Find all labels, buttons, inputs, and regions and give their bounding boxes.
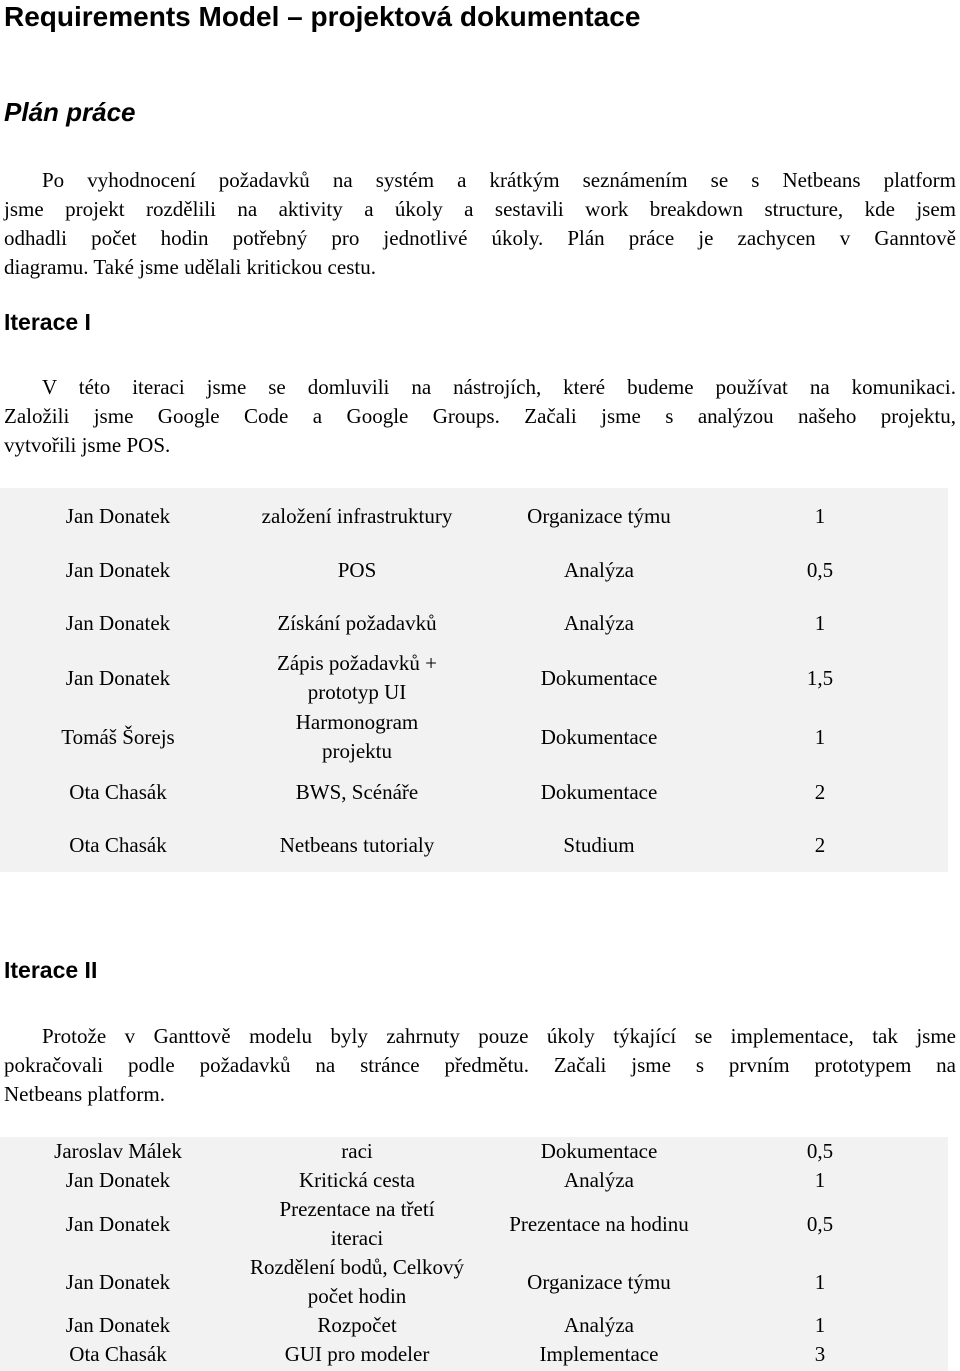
- category-cell: Analýza: [564, 1168, 634, 1192]
- iterace1-line: Založili jsme Google Code a Google Groups. Začali jsme s analýzou našeho projektu,: [4, 404, 956, 428]
- table-row: [0, 488, 948, 544]
- intro-line: Po vyhodnocení požadavků na systém a krátkým seznámením se s Netbeans platform: [42, 168, 956, 192]
- intro-line: jsme projekt rozdělili na aktivity a úkoly a sestavili work breakdown structure, kde jsem: [4, 197, 956, 221]
- table-row: [0, 1340, 948, 1369]
- person-cell: Tomáš Šorejs: [61, 724, 175, 749]
- intro-line: diagramu. Také jsme udělali kritickou cestu.: [4, 255, 376, 279]
- iterace1-line: vytvořili jsme POS.: [4, 433, 171, 457]
- hours-cell: 2: [814, 832, 826, 857]
- category-cell: Organizace týmu: [527, 503, 671, 528]
- hours-cell: 2: [814, 779, 826, 804]
- person-cell: Jan Donatek: [65, 503, 171, 528]
- iterace1-heading: Iterace I: [4, 309, 91, 335]
- category-cell: Implementace: [539, 1342, 659, 1366]
- category-cell: Dokumentace: [540, 779, 658, 804]
- task-cell: Získání požadavků: [277, 610, 437, 635]
- task-cell: Prezentace na třetí iteraci: [279, 1197, 435, 1250]
- iterace2-heading: Iterace II: [4, 957, 98, 983]
- hours-cell: 3: [814, 1342, 826, 1366]
- person-cell: Jan Donatek: [65, 665, 171, 690]
- hours-cell: 0,5: [806, 1139, 834, 1163]
- hours-cell: 1: [814, 1313, 826, 1337]
- category-cell: Analýza: [564, 557, 634, 582]
- category-cell: Analýza: [564, 1313, 634, 1337]
- table-row: [0, 1137, 948, 1166]
- intro-line: odhadli počet hodin potřebný pro jednotlivé úkoly. Plán práce je zachycen v Ganntově: [4, 226, 956, 250]
- task-cell: GUI pro modeler: [284, 1342, 430, 1366]
- hours-cell: 0,5: [806, 1211, 834, 1236]
- hours-cell: 1: [814, 1168, 826, 1192]
- table-row: [0, 818, 948, 872]
- task-cell: Harmonogram projektu: [295, 710, 419, 763]
- task-cell: raci: [341, 1139, 373, 1163]
- person-cell: Jan Donatek: [65, 610, 171, 635]
- task-cell: Zápis požadavků + prototyp UI: [277, 651, 437, 704]
- iterace2-table: [0, 1137, 948, 1371]
- table-row: [0, 765, 948, 819]
- hours-cell: 1: [814, 503, 826, 528]
- hours-cell: 1: [814, 610, 826, 635]
- hours-cell: 1: [814, 724, 826, 749]
- document-title: Requirements Model – projektová dokumentace: [4, 1, 641, 32]
- task-cell: BWS, Scénáře: [295, 779, 419, 804]
- iterace2-paragraph: [4, 1022, 956, 1109]
- person-cell: Ota Chasák: [69, 832, 167, 857]
- iterace1-table: [0, 488, 948, 872]
- category-cell: Studium: [563, 832, 635, 857]
- person-cell: Jan Donatek: [65, 1313, 171, 1337]
- category-cell: Dokumentace: [540, 724, 658, 749]
- task-cell: POS: [337, 557, 377, 582]
- person-cell: Jan Donatek: [65, 1211, 171, 1236]
- task-cell: založení infrastruktury: [261, 503, 453, 528]
- table-row: [0, 543, 948, 597]
- iterace2-line: pokračovali podle požadavků na stránce předmětu. Začali jsme s prvním prototypem na: [4, 1053, 956, 1077]
- category-cell: Analýza: [564, 610, 634, 635]
- task-cell: Rozdělení bodů, Celkový počet hodin: [249, 1255, 465, 1308]
- person-cell: Jan Donatek: [65, 557, 171, 582]
- person-cell: Jaroslav Málek: [54, 1139, 182, 1163]
- iterace1-line: V této iteraci jsme se domluvili na nástrojích, které budeme používat na komunikaci.: [42, 375, 956, 399]
- table-row: [0, 1311, 948, 1340]
- task-cell: Rozpočet: [317, 1313, 397, 1337]
- category-cell: Organizace týmu: [527, 1269, 671, 1294]
- task-cell: Netbeans tutorialy: [279, 832, 435, 857]
- task-cell: Kritická cesta: [298, 1168, 416, 1192]
- plan-heading: Plán práce: [4, 97, 136, 127]
- category-cell: Dokumentace: [540, 665, 658, 690]
- hours-cell: 1,5: [806, 665, 834, 690]
- hours-cell: 0,5: [806, 557, 834, 582]
- person-cell: Jan Donatek: [65, 1269, 171, 1294]
- iterace2-line: Netbeans platform.: [4, 1082, 165, 1106]
- iterace2-line: Protože v Ganttově modelu byly zahrnuty pouze úkoly týkající se implementace, tak jsme: [42, 1024, 956, 1048]
- category-cell: Prezentace na hodinu: [509, 1211, 689, 1236]
- table-row: [0, 649, 948, 707]
- intro-paragraph: [4, 166, 956, 282]
- table-row: [0, 596, 948, 650]
- table-row: [0, 708, 948, 766]
- person-cell: Jan Donatek: [65, 1168, 171, 1192]
- person-cell: Ota Chasák: [69, 1342, 167, 1366]
- table-row: [0, 1195, 948, 1253]
- table-row: [0, 1166, 948, 1195]
- hours-cell: 1: [814, 1269, 826, 1294]
- iterace1-paragraph: [4, 373, 956, 460]
- table-row: [0, 1253, 948, 1311]
- category-cell: Dokumentace: [540, 1139, 658, 1163]
- person-cell: Ota Chasák: [69, 779, 167, 804]
